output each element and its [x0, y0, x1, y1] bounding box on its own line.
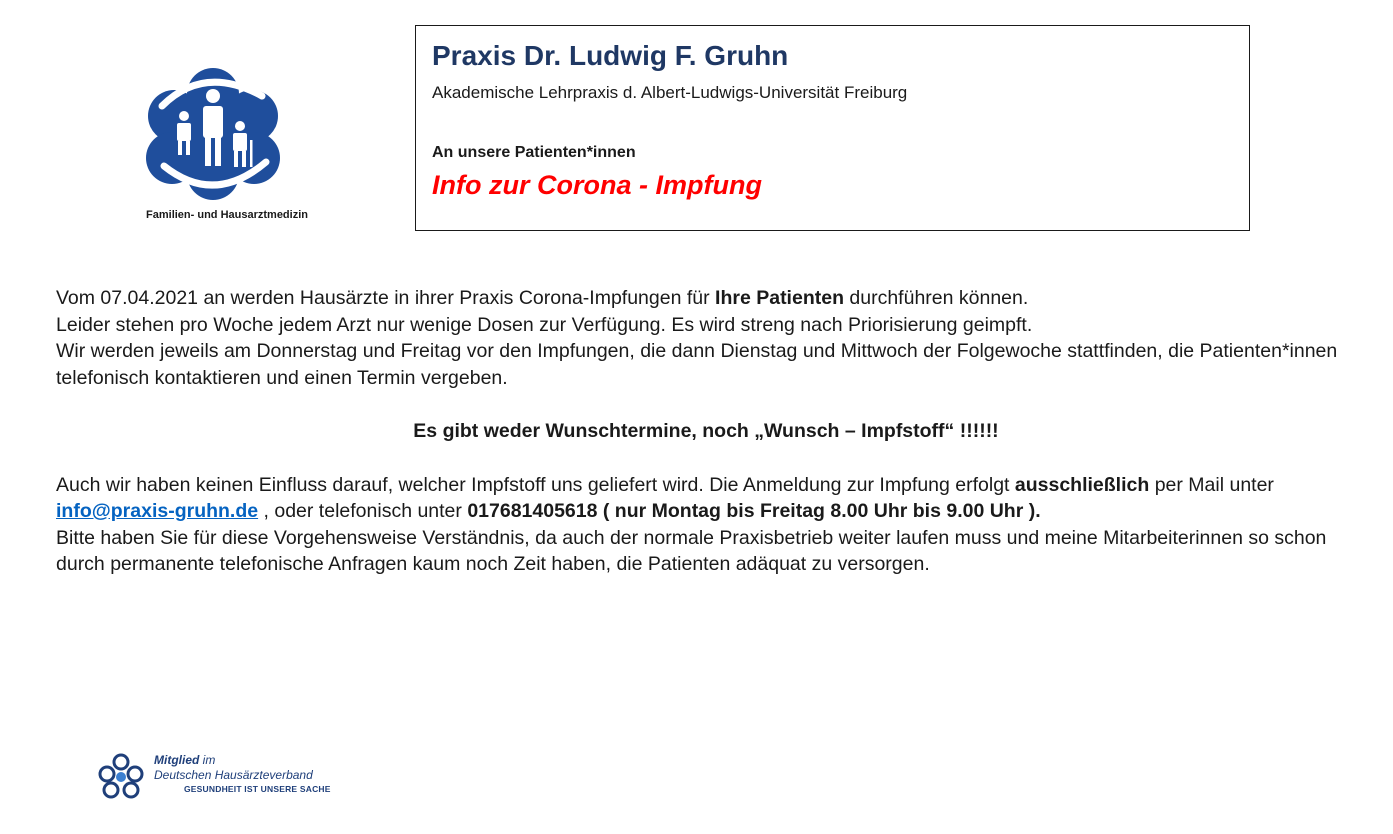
paragraph-2: [56, 472, 1356, 578]
family-care-logo-icon: [144, 66, 282, 202]
greeting: An unsere Patienten*innen: [432, 144, 636, 161]
member-line-1-bold: Mitglied: [154, 753, 200, 767]
member-line-1: [154, 753, 215, 767]
member-line-1-rest: im: [199, 753, 216, 767]
p1-line-3: Wir werden jeweils am Donnerstag und Freitag vor den Impfungen, die dann Dienstag und Mittwoch der Folgewoche stattfinden, die Patienten*innen telefonisch kontaktieren und einen Termin vergeben.: [56, 340, 1338, 389]
p1-text-a: Vom 07.04.2021 an werden Hausärzte in ihrer Praxis Corona-Impfungen für: [56, 287, 716, 309]
p2-text-a: Auch wir haben keinen Einfluss darauf, welcher Impfstoff uns geliefert wird. Die Anmeldung zur Impfung erfolgt: [56, 473, 1015, 496]
paragraph-3: Bitte haben Sie für diese Vorgehensweise Verständnis, da auch der normale Praxisbetrieb weiter laufen muss und meine Mitarbeiterinnen so schon durch permanente telefonische Anfragen kaum noch Zeit haben, die Patienten adäquat zu versorgen.: [56, 526, 1327, 575]
email-link[interactable]: info@praxis-gruhn.de: [56, 500, 259, 522]
logo-caption: Familien- und Hausarztmedizin: [146, 209, 308, 221]
member-logo: [96, 752, 396, 812]
phone-hours: 017681405618 ( nur Montag bis Freitag 8.00 Uhr bis 9.00 Uhr ).: [467, 500, 1041, 522]
p1-line-2: Leider stehen pro Woche jedem Arzt nur wenige Dosen zur Verfügung. Es wird streng nach Priorisierung geimpft.: [56, 313, 1033, 336]
notice-centered: Es gibt weder Wunschtermine, noch „Wunsch – Impfstoff“ !!!!!!: [413, 420, 999, 442]
p2-text-b: per Mail unter: [1149, 473, 1274, 496]
info-title: Info zur Corona - Impfung: [432, 170, 762, 200]
body-text: [56, 285, 1356, 578]
p2-text-c: , oder telefonisch unter: [258, 500, 468, 522]
member-line-2: Deutschen Hausärzteverband: [154, 768, 313, 782]
header-box: [415, 25, 1250, 231]
paragraph-1: [56, 285, 1356, 391]
p2-bold: ausschließlich: [1014, 473, 1150, 496]
practice-subtitle: Akademische Lehrpraxis d. Albert-Ludwigs-Universität Freiburg: [432, 83, 908, 102]
practice-logo: [112, 66, 342, 236]
member-slogan: GESUNDHEIT IST UNSERE SACHE: [184, 784, 331, 794]
practice-name: Praxis Dr. Ludwig F. Gruhn: [432, 40, 789, 71]
p1-bold: Ihre Patienten: [715, 287, 844, 309]
hausaerzteverband-logo-icon: [96, 752, 146, 802]
p1-text-b: durchführen können.: [843, 287, 1029, 309]
